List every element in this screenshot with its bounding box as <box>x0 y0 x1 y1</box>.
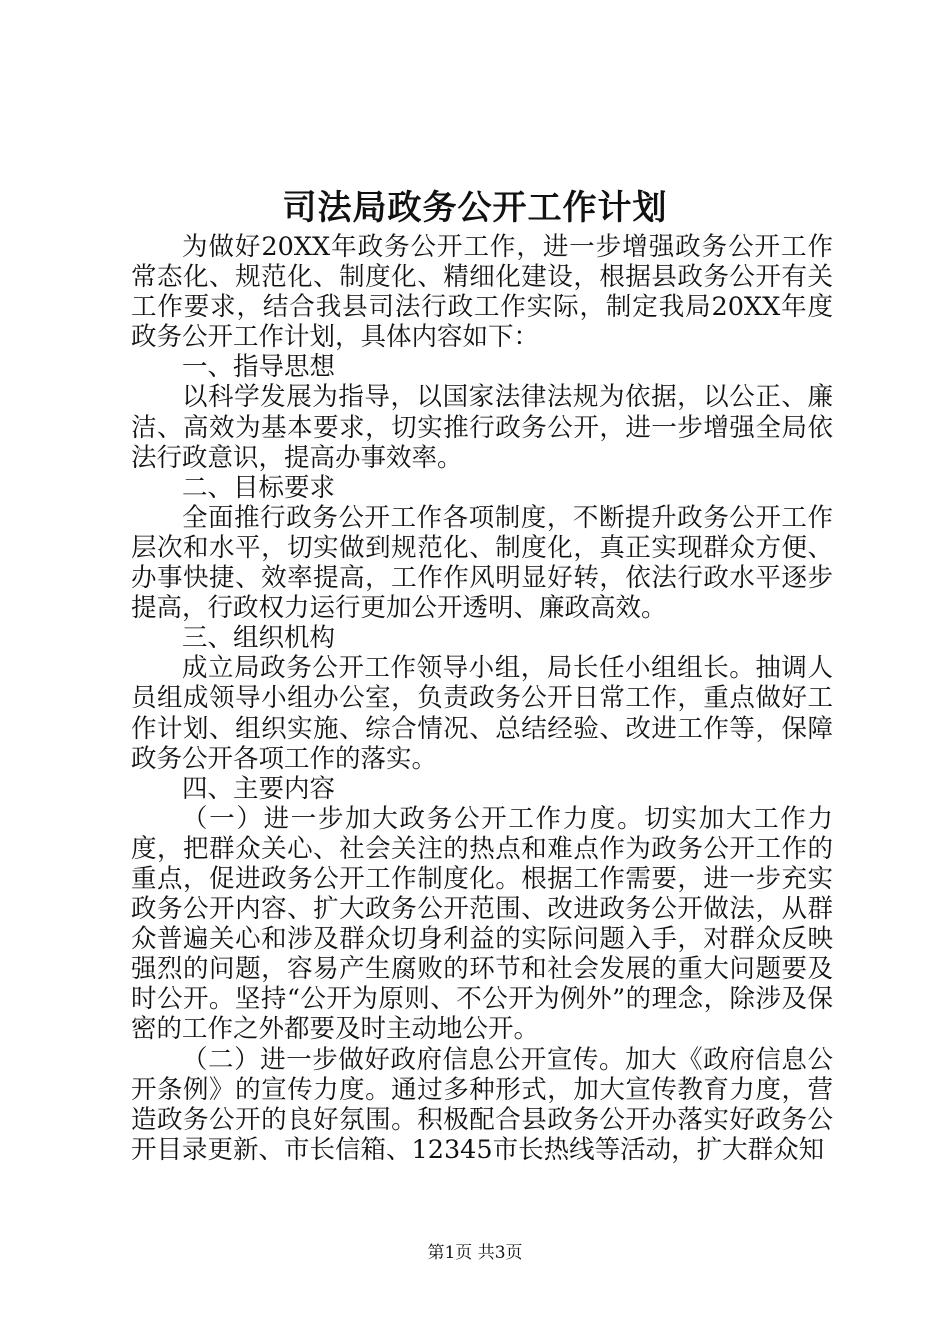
body-paragraph: 全面推行政务公开工作各项制度，不断提升政务公开工作层次和水平，切实做到规范化、制度化，真正实现群众方便、办事快捷、效率提高，工作作风明显好转，依法行政水平逐步提高，行政权力运行更加公开透明、廉政高效。 <box>131 502 833 624</box>
section-heading: 四、主要内容 <box>182 773 336 804</box>
body-paragraph: 成立局政务公开工作领导小组，局长任小组组长。抽调人员组成领导小组办公室，负责政务公开日常工作，重点做好工作计划、组织实施、综合情况、总结经验、改进工作等，保障政务公开各项工作的落实。 <box>131 653 833 774</box>
page-title: 司法局政务公开工作计划 <box>282 188 668 228</box>
body-paragraph: （二）进一步做好政府信息公开宣传。加大《政府信息公开条例》的宣传力度。通过多种形式，加大宣传教育力度，营造政务公开的良好氛围。积极配合县政务公开办落实好政务公开目录更新、市长信箱、12345市长热线等活动，扩大群众知 <box>131 1044 833 1165</box>
section-heading: 一、指导思想 <box>182 352 336 383</box>
body-paragraph: 以科学发展为指导，以国家法律法规为依据，以公正、廉洁、高效为基本要求，切实推行政务公开，进一步增强全局依法行政意识，提高办事效率。 <box>131 382 833 473</box>
section-heading: 三、组织机构 <box>182 623 336 654</box>
body-paragraph: （一）进一步加大政务公开工作力度。切实加大工作力度，把群众关心、社会关注的热点和难点作为政务公开工作的重点，促进政务公开工作制度化。根据工作需要，进一步充实政务公开内容、扩大政务公开范围、改进政务公开做法，从群众普遍关心和涉及群众切身利益的实际问题入手，对群众反映强烈的问题，容易产生腐败的环节和社会发展的重大问题要及时公开。坚持“公开为原则、不公开为例外”的理念，除涉及保密的工作之外都要及时主动地公开。 <box>131 803 833 1045</box>
page-number: 第1页 共3页 <box>427 1243 523 1263</box>
section-heading: 二、目标要求 <box>182 472 336 503</box>
document-body <box>131 232 833 1165</box>
page-footer <box>0 1241 950 1265</box>
intro-paragraph: 为做好20XX年政务公开工作，进一步增强政务公开工作常态化、规范化、制度化、精细化建设，根据县政务公开有关工作要求，结合我县司法行政工作实际，制定我局20XX年度政务公开工作计划，具体内容如下： <box>131 232 833 353</box>
